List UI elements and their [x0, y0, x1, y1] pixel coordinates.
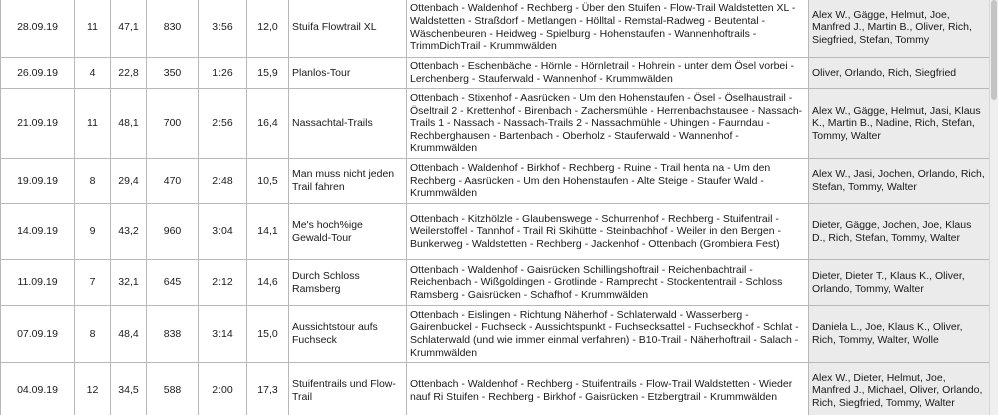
elevation-m: 350: [147, 58, 199, 89]
ride-time: 3:56: [199, 0, 247, 58]
tour-riders: Daniela L., Joe, Klaus K., Oliver, Rich, Tommy, Walter, Wolle: [809, 306, 990, 363]
tour-route: Ottenbach - Waldenhof - Gaisrücken Schillingshoftrail - Reichenbachtrail - Reichenbach - Wißgoldingen - Grotlinde - Ramprecht - Stockententrail - Schloss Ramsberg - Gaisrücken - Schafhof - Krummwälden: [407, 260, 809, 306]
tour-route: Ottenbach - Eschenbäche - Hörnle - Hörnletrail - Hohrein - unter dem Ösel vorbei - Lerchenberg - Stauferwald - Wannenhof - Krummwälden: [407, 58, 809, 89]
ride-time: 3:04: [199, 204, 247, 260]
distance-km: 47,1: [111, 0, 147, 58]
scrollbar-thumb[interactable]: [991, 0, 997, 100]
avg-speed: 15,0: [247, 306, 289, 363]
distance-km: 34,5: [111, 363, 147, 415]
distance-km: 48,4: [111, 306, 147, 363]
tour-name: Me's hoch%ige Gewald-Tour: [289, 204, 407, 260]
distance-km: 48,1: [111, 89, 147, 159]
tour-name: Stuifentrails und Flow-Trail: [289, 363, 407, 415]
avg-speed: 12,0: [247, 0, 289, 58]
tour-route: Ottenbach - Kitzhölzle - Glaubenswege - Schurrenhof - Rechberg - Stuifentrail - Weilerstoffel - Tannhof - Trail Ri Skihütte - Steinbachhof - Weiler in den Bergen - Bunkerweg - Waldstetten - Rechberg - Jackenhof - Ottenbach (Grombiera Fest): [407, 204, 809, 260]
distance-km: 29,4: [111, 159, 147, 204]
elevation-m: 588: [147, 363, 199, 415]
tour-name: Man muss nicht jeden Trail fahren: [289, 159, 407, 204]
avg-speed: 15,9: [247, 58, 289, 89]
tour-name: Durch Schloss Ramsberg: [289, 260, 407, 306]
avg-speed: 10,5: [247, 159, 289, 204]
ride-time: 2:56: [199, 89, 247, 159]
tour-date: 21.09.19: [1, 89, 75, 159]
ride-time: 3:14: [199, 306, 247, 363]
avg-speed: 16,4: [247, 89, 289, 159]
ride-time: 2:00: [199, 363, 247, 415]
tour-name: Stuifa Flowtrail XL: [289, 0, 407, 58]
distance-km: 43,2: [111, 204, 147, 260]
tour-riders: Alex W., Gägge, Helmut, Jasi, Klaus K., Martin B., Nadine, Rich, Stefan, Tommy, Walter: [809, 89, 990, 159]
tour-name: Nassachtal-Trails: [289, 89, 407, 159]
tour-riders: Oliver, Orlando, Rich, Siegfried: [809, 58, 990, 89]
tour-date: 04.09.19: [1, 363, 75, 415]
table-row: [1, 260, 990, 306]
participant-count: 11: [75, 89, 111, 159]
table-row: [1, 306, 990, 363]
table-row: [1, 89, 990, 159]
avg-speed: 14,6: [247, 260, 289, 306]
elevation-m: 838: [147, 306, 199, 363]
elevation-m: 700: [147, 89, 199, 159]
tour-date: 14.09.19: [1, 204, 75, 260]
tour-route: Ottenbach - Waldenhof - Birkhof - Rechberg - Ruine - Trail henta na - Um den Rechberg - Aasrücken - Um den Hohenstaufen - Alte Steige - Staufer Wald - Krummwälden: [407, 159, 809, 204]
tour-date: 28.09.19: [1, 0, 75, 58]
elevation-m: 645: [147, 260, 199, 306]
table-row: [1, 159, 990, 204]
avg-speed: 17,3: [247, 363, 289, 415]
avg-speed: 14,1: [247, 204, 289, 260]
tour-name: Planlos-Tour: [289, 58, 407, 89]
tour-date: 11.09.19: [1, 260, 75, 306]
table-row: [1, 58, 990, 89]
table-row: [1, 363, 990, 415]
participant-count: 8: [75, 159, 111, 204]
ride-time: 1:26: [199, 58, 247, 89]
table-row: [1, 204, 990, 260]
tour-route: Ottenbach - Waldenhof - Rechberg - Stuifentrails - Flow-Trail Waldstetten - Wieder nauf Ri Stuifen - Rechberg - Birkhof - Gaisrücken - Etzbergtrail - Krummwälden: [407, 363, 809, 415]
vertical-scrollbar[interactable]: [989, 0, 998, 415]
participant-count: 11: [75, 0, 111, 58]
tour-date: 19.09.19: [1, 159, 75, 204]
tour-route: Ottenbach - Waldenhof - Rechberg - Über den Stuifen - Flow-Trail Waldstetten XL - Waldstetten - Straßdorf - Metlangen - Hölltal - Remstal-Radweg - Beutental - Wäschenbeuren - Heidweg - Spielburg - Hohenstaufen - Wannenhoftrails - TrimmDichTrail - Krummwälden: [407, 0, 809, 58]
tour-riders: Alex W., Jasi, Jochen, Orlando, Rich, Stefan, Tommy, Walter: [809, 159, 990, 204]
participant-count: 8: [75, 306, 111, 363]
tour-name: Aussichtstour aufs Fuchseck: [289, 306, 407, 363]
elevation-m: 470: [147, 159, 199, 204]
tour-route: Ottenbach - Stixenhof - Aasrücken - Um den Hohenstaufen - Ösel - Öselhaustrail - Öseltrail 2 - Krettenhof - Birenbach - Zachersmühle - Herrenbachstausee - Nassach-Trails 1 - Nassach - Nassach-Trails 2 - Nassachmühle - Uhingen - Faurndau - Rechberghausen - Bartenbach - Oberholz - Stauferwald - Wannenhof - Krummwälden: [407, 89, 809, 159]
participant-count: 4: [75, 58, 111, 89]
participant-count: 9: [75, 204, 111, 260]
ride-time: 2:48: [199, 159, 247, 204]
tour-riders: Dieter, Dieter T., Klaus K., Oliver, Orlando, Tommy, Walter: [809, 260, 990, 306]
tour-date: 26.09.19: [1, 58, 75, 89]
distance-km: 22,8: [111, 58, 147, 89]
tour-riders: Alex W., Gägge, Helmut, Joe, Manfred J., Martin B., Oliver, Rich, Siegfried, Stefan, Tommy: [809, 0, 990, 58]
tour-riders: Dieter, Gägge, Jochen, Joe, Klaus D., Rich, Stefan, Tommy, Walter: [809, 204, 990, 260]
tour-date: 07.09.19: [1, 306, 75, 363]
ride-time: 2:12: [199, 260, 247, 306]
elevation-m: 960: [147, 204, 199, 260]
table-row: [1, 0, 990, 58]
elevation-m: 830: [147, 0, 199, 58]
participant-count: 7: [75, 260, 111, 306]
participant-count: 12: [75, 363, 111, 415]
tour-route: Ottenbach - Eislingen - Richtung Näherhof - Schlaterwald - Wasserberg - Gairenbuckel - Fuchseck - Aussichtspunkt - Fuchsecksattel - Fuchseckhof - Schlat - Schlaterwald (und wie immer einmal verfahren) - B10-Trail - Näherhoftrail - Salach - Krummwälden: [407, 306, 809, 363]
tour-riders: Alex W., Dieter, Helmut, Joe, Manfred J., Michael, Oliver, Orlando, Rich, Siegfried, Tommy, Walter: [809, 363, 990, 415]
distance-km: 32,1: [111, 260, 147, 306]
